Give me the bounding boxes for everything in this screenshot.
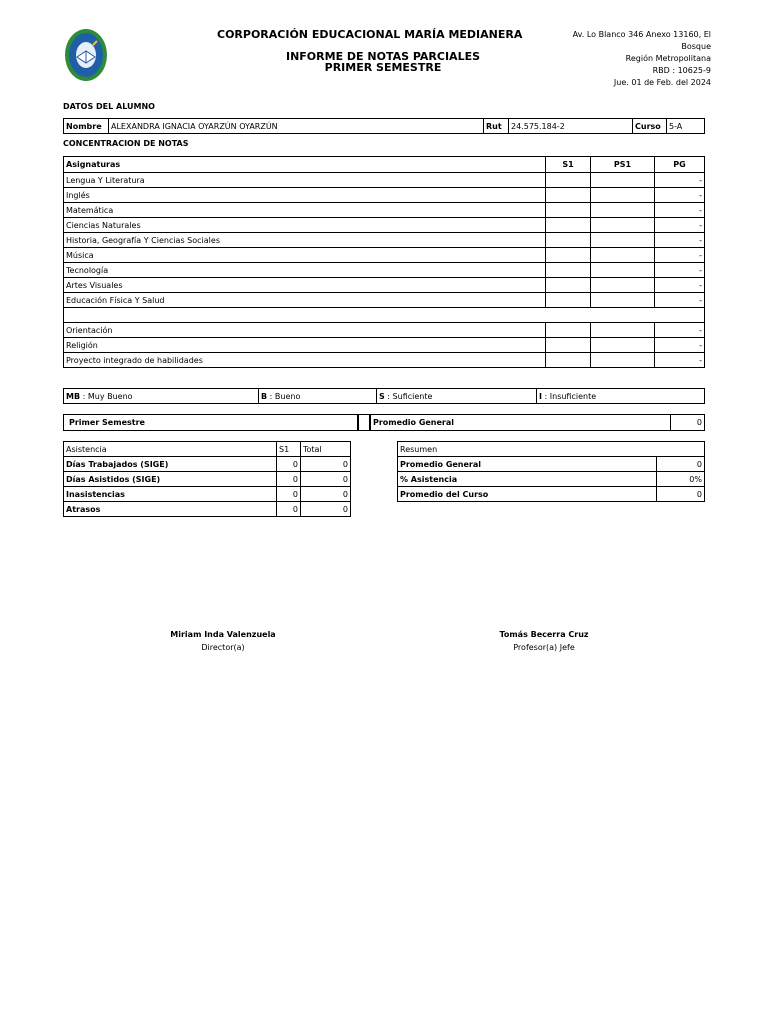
summary-value: 0 bbox=[657, 487, 705, 502]
attendance-label: Atrasos bbox=[64, 502, 277, 517]
legend-text: : Muy Bueno bbox=[80, 391, 133, 401]
attendance-total: 0 bbox=[301, 487, 351, 502]
attendance-total: 0 bbox=[301, 457, 351, 472]
subject-name: Matemática bbox=[64, 203, 546, 218]
student-name: ALEXANDRA IGNACIA OYARZÚN OYARZÚN bbox=[109, 119, 484, 134]
grade-s1 bbox=[546, 263, 591, 278]
grade-pg: - bbox=[655, 263, 705, 278]
table-row bbox=[398, 457, 705, 472]
grade-s1 bbox=[546, 278, 591, 293]
grades-table bbox=[63, 156, 705, 368]
attendance-s1: 0 bbox=[277, 472, 301, 487]
subject-name: Proyecto integrado de habilidades bbox=[64, 353, 546, 368]
subject-name: Artes Visuales bbox=[64, 278, 546, 293]
grade-s1 bbox=[546, 293, 591, 308]
name-label: Nombre bbox=[64, 119, 109, 134]
grade-pg: - bbox=[655, 293, 705, 308]
grade-s1 bbox=[546, 353, 591, 368]
grade-ps1 bbox=[591, 233, 655, 248]
rbd: RBD : 10625-9 bbox=[652, 66, 711, 75]
student-section-title: DATOS DEL ALUMNO bbox=[63, 102, 155, 111]
table-row bbox=[64, 353, 705, 368]
pg-header: PG bbox=[655, 157, 705, 173]
summary-label: % Asistencia bbox=[398, 472, 657, 487]
semester-label: Primer Semestre bbox=[64, 415, 358, 431]
summary-value: 0% bbox=[657, 472, 705, 487]
legend-code: I bbox=[539, 391, 542, 401]
grade-ps1 bbox=[591, 353, 655, 368]
attendance-total: 0 bbox=[301, 502, 351, 517]
course-label: Curso bbox=[633, 119, 667, 134]
table-row bbox=[64, 278, 705, 293]
school-name: CORPORACIÓN EDUCACIONAL MARÍA MEDIANERA bbox=[217, 28, 523, 41]
grades-section-title: CONCENTRACION DE NOTAS bbox=[63, 139, 189, 148]
grade-s1 bbox=[546, 233, 591, 248]
subject-name: Lengua Y Literatura bbox=[64, 173, 546, 188]
grade-s1 bbox=[546, 203, 591, 218]
semester-divider-box bbox=[358, 414, 370, 431]
grade-s1 bbox=[546, 338, 591, 353]
legend-code: MB bbox=[66, 391, 81, 401]
subject-name: Educación Física Y Salud bbox=[64, 293, 546, 308]
attendance-label: Días Trabajados (SIGE) bbox=[64, 457, 277, 472]
subject-name: Ciencias Naturales bbox=[64, 218, 546, 233]
grade-ps1 bbox=[591, 218, 655, 233]
grade-ps1 bbox=[591, 173, 655, 188]
school-address bbox=[540, 29, 711, 89]
grade-ps1 bbox=[591, 323, 655, 338]
grade-pg: - bbox=[655, 173, 705, 188]
table-row bbox=[64, 323, 705, 338]
attendance-label: Días Asistidos (SIGE) bbox=[64, 472, 277, 487]
grade-ps1 bbox=[591, 203, 655, 218]
region: Región Metropolitana bbox=[625, 54, 711, 63]
grade-ps1 bbox=[591, 248, 655, 263]
grade-pg: - bbox=[655, 248, 705, 263]
student-table bbox=[63, 118, 705, 134]
teacher-role: Profesor(a) Jefe bbox=[513, 643, 575, 652]
summary-table bbox=[397, 441, 705, 502]
rut-label: Rut bbox=[484, 119, 509, 134]
legend-code: S bbox=[379, 391, 385, 401]
spacer-row bbox=[64, 308, 705, 323]
grade-legend bbox=[63, 388, 705, 404]
grade-s1 bbox=[546, 218, 591, 233]
grade-s1 bbox=[546, 323, 591, 338]
legend-code: B bbox=[261, 391, 268, 401]
grade-ps1 bbox=[591, 338, 655, 353]
attendance-label: Inasistencias bbox=[64, 487, 277, 502]
subject-name: Historia, Geografía Y Ciencias Sociales bbox=[64, 233, 546, 248]
grade-pg: - bbox=[655, 203, 705, 218]
grade-pg: - bbox=[655, 323, 705, 338]
legend-s bbox=[377, 389, 537, 404]
semester-average-box bbox=[370, 414, 705, 431]
summary-header: Resumen bbox=[398, 442, 705, 457]
attendance-total-header: Total bbox=[301, 442, 351, 457]
report-semester: PRIMER SEMESTRE bbox=[324, 61, 442, 74]
table-row bbox=[398, 472, 705, 487]
legend-text: : Suficiente bbox=[384, 391, 433, 401]
address-line-2: Bosque bbox=[681, 42, 711, 51]
table-row bbox=[64, 502, 351, 517]
semester-average-value: 0 bbox=[671, 415, 705, 431]
report-title: INFORME DE NOTAS PARCIALES bbox=[285, 50, 481, 63]
director-name: Miriam Inda Valenzuela bbox=[170, 630, 276, 639]
attendance-header: Asistencia bbox=[64, 442, 277, 457]
table-row bbox=[64, 188, 705, 203]
grade-pg: - bbox=[655, 233, 705, 248]
table-row bbox=[64, 263, 705, 278]
grade-pg: - bbox=[655, 353, 705, 368]
attendance-s1: 0 bbox=[277, 502, 301, 517]
grade-pg: - bbox=[655, 218, 705, 233]
subject-name: Música bbox=[64, 248, 546, 263]
subject-name: Inglés bbox=[64, 188, 546, 203]
table-row bbox=[64, 293, 705, 308]
attendance-total: 0 bbox=[301, 472, 351, 487]
semester-label-box bbox=[63, 414, 358, 431]
legend-text: : Insuficiente bbox=[541, 391, 597, 401]
grade-ps1 bbox=[591, 278, 655, 293]
legend-text: : Bueno bbox=[267, 391, 301, 401]
table-row bbox=[64, 218, 705, 233]
grade-ps1 bbox=[591, 293, 655, 308]
director-role: Director(a) bbox=[201, 643, 245, 652]
grade-pg: - bbox=[655, 188, 705, 203]
grade-s1 bbox=[546, 173, 591, 188]
summary-label: Promedio General bbox=[398, 457, 657, 472]
grade-ps1 bbox=[591, 188, 655, 203]
subjects-header: Asignaturas bbox=[64, 157, 546, 173]
school-logo bbox=[63, 27, 109, 83]
table-row bbox=[64, 472, 351, 487]
legend-i bbox=[537, 389, 705, 404]
report-date: Jue. 01 de Feb. del 2024 bbox=[613, 78, 711, 87]
grade-ps1 bbox=[591, 263, 655, 278]
table-row bbox=[398, 487, 705, 502]
subject-name: Tecnología bbox=[64, 263, 546, 278]
grade-pg: - bbox=[655, 338, 705, 353]
address-line-1: Av. Lo Blanco 346 Anexo 13160, El bbox=[572, 30, 711, 39]
ps1-header: PS1 bbox=[591, 157, 655, 173]
grade-s1 bbox=[546, 248, 591, 263]
s1-header: S1 bbox=[546, 157, 591, 173]
table-row bbox=[64, 457, 351, 472]
legend-mb bbox=[64, 389, 259, 404]
table-row bbox=[64, 203, 705, 218]
semester-average-label: Promedio General bbox=[371, 415, 671, 431]
table-row bbox=[64, 248, 705, 263]
attendance-table bbox=[63, 441, 351, 517]
summary-value: 0 bbox=[657, 457, 705, 472]
table-row bbox=[64, 338, 705, 353]
subject-name: Religión bbox=[64, 338, 546, 353]
table-row bbox=[64, 173, 705, 188]
subject-name: Orientación bbox=[64, 323, 546, 338]
attendance-s1: 0 bbox=[277, 457, 301, 472]
student-course: 5-A bbox=[667, 119, 705, 134]
table-row bbox=[64, 233, 705, 248]
teacher-name: Tomás Becerra Cruz bbox=[499, 630, 589, 639]
student-rut: 24.575.184-2 bbox=[509, 119, 633, 134]
grade-pg: - bbox=[655, 278, 705, 293]
grade-s1 bbox=[546, 188, 591, 203]
legend-b bbox=[259, 389, 377, 404]
attendance-s1: 0 bbox=[277, 487, 301, 502]
table-row bbox=[64, 487, 351, 502]
attendance-s1-header: S1 bbox=[277, 442, 301, 457]
summary-label: Promedio del Curso bbox=[398, 487, 657, 502]
